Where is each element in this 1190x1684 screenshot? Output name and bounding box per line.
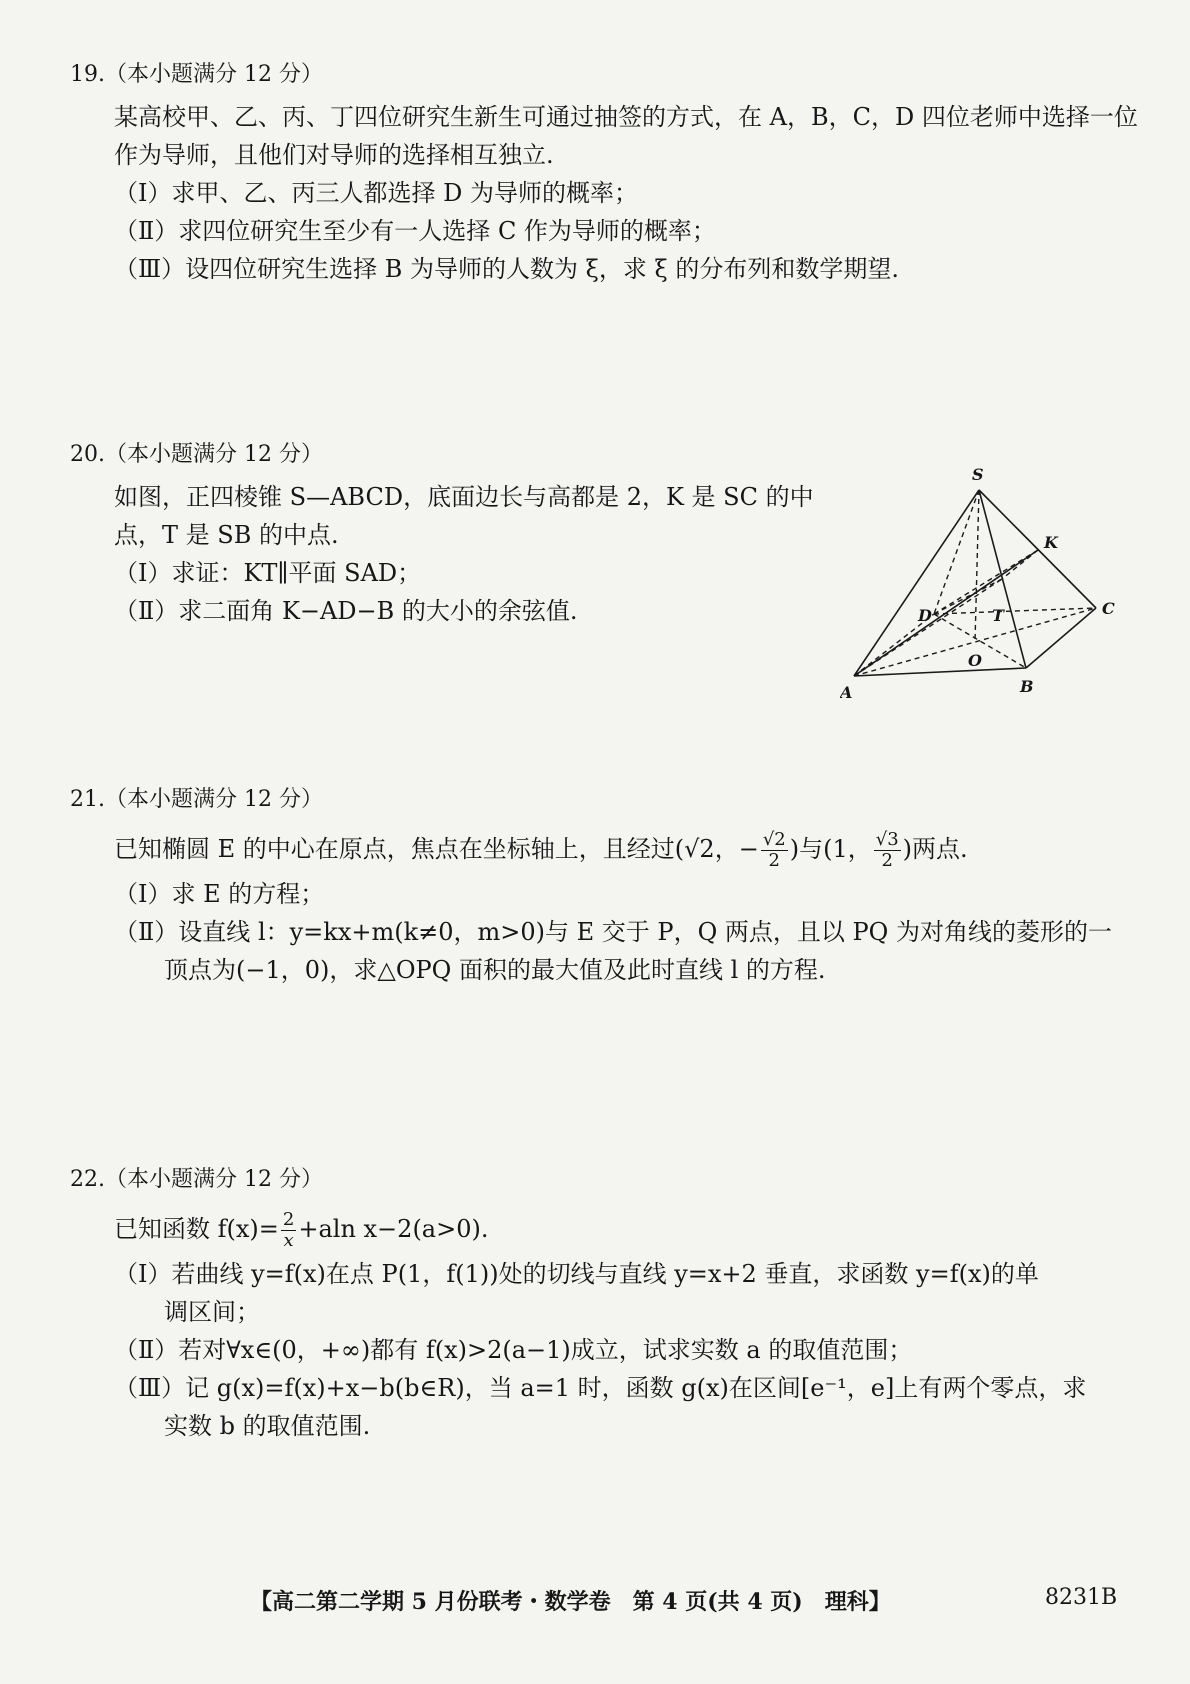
- question-20-stem-line-2: 点，T 是 SB 的中点.: [114, 521, 339, 549]
- fraction-denominator: 2: [881, 850, 893, 871]
- question-21-stem-text-b: )与(1，: [789, 835, 872, 863]
- fraction-denominator: 2: [768, 850, 780, 871]
- fraction-numerator: 2: [282, 1209, 295, 1230]
- fraction-denominator: x: [283, 1230, 294, 1251]
- pyramid-figure: [840, 458, 1130, 708]
- exam-code: 8231B: [1045, 1585, 1118, 1610]
- question-22-part-3-line-2: 实数 b 的取值范围.: [164, 1412, 371, 1440]
- question-19-part-1: （Ⅰ）求甲、乙、丙三人都选择 D 为导师的概率；: [114, 179, 638, 207]
- question-21-header: 21.（本小题满分 12 分）: [70, 787, 323, 812]
- question-19: [70, 60, 1138, 288]
- fraction-numerator: √2: [762, 829, 786, 850]
- question-20-header: 20.（本小题满分 12 分）: [70, 442, 323, 467]
- label-K: K: [1044, 533, 1058, 552]
- question-22: [70, 1165, 1130, 1445]
- question-20-part-1: （Ⅰ）求证：KT∥平面 SAD；: [114, 559, 422, 587]
- edge-DC: [934, 608, 1096, 614]
- question-22-part-2: （Ⅱ）若对∀x∈(0，+∞)都有 f(x)>2(a−1)成立，试求实数 a 的取值范围；: [114, 1336, 913, 1364]
- label-T: T: [992, 606, 1004, 625]
- question-22-part-1-line-1: （Ⅰ）若曲线 y=f(x)在点 P(1，f(1))处的切线与直线 y=x+2 垂直，求函数 y=f(x)的单: [114, 1260, 1039, 1288]
- fraction-numerator: √3: [875, 829, 899, 850]
- question-19-part-2: （Ⅱ）求四位研究生至少有一人选择 C 作为导师的概率；: [114, 217, 716, 245]
- question-22-part-3-line-1: （Ⅲ）记 g(x)=f(x)+x−b(b∈R)，当 a=1 时，函数 g(x)在区间[e⁻¹，e]上有两个零点，求: [114, 1374, 1087, 1402]
- label-S: S: [972, 465, 984, 484]
- edge-AB: [854, 668, 1026, 676]
- question-20: [70, 440, 850, 630]
- label-D: D: [918, 606, 932, 625]
- fraction-sqrt2-over-2: [761, 830, 788, 871]
- question-22-stem-text-b: +aln x−2(a>0).: [298, 1215, 489, 1243]
- question-19-stem-line-2: 作为导师，且他们对导师的选择相互独立.: [114, 141, 554, 169]
- question-21-part-1: （Ⅰ）求 E 的方程；: [114, 880, 325, 908]
- height-SO: [975, 490, 979, 642]
- question-19-part-3: （Ⅲ）设四位研究生选择 B 为导师的人数为 ξ，求 ξ 的分布列和数学期望.: [114, 255, 899, 283]
- label-C: C: [1102, 599, 1115, 618]
- question-20-stem-line-1: 如图，正四棱锥 S—ABCD，底面边长与高都是 2，K 是 SC 的中: [114, 483, 814, 511]
- question-19-stem-line-1: 某高校甲、乙、丙、丁四位研究生新生可通过抽签的方式，在 A，B，C，D 四位老师中选择一位: [114, 103, 1138, 131]
- label-A: A: [840, 683, 853, 702]
- question-22-stem: [114, 1203, 1130, 1255]
- seg-DK: [934, 550, 1038, 614]
- label-O: O: [968, 651, 982, 670]
- question-22-part-1-line-2: 调区间；: [164, 1298, 260, 1326]
- question-21-part-2-line-2: 顶点为(−1，0)，求△OPQ 面积的最大值及此时直线 l 的方程.: [164, 956, 826, 984]
- label-B: B: [1020, 677, 1034, 696]
- question-21-stem-text-c: )两点.: [902, 835, 968, 863]
- edge-BC: [1026, 608, 1096, 668]
- question-22-header: 22.（本小题满分 12 分）: [70, 1167, 323, 1192]
- question-20-part-2: （Ⅱ）求二面角 K−AD−B 的大小的余弦值.: [114, 597, 578, 625]
- pyramid-diagram: [840, 458, 1130, 708]
- question-22-stem-text-a: 已知函数 f(x)=: [114, 1215, 279, 1243]
- question-21-stem-text-a: 已知椭圆 E 的中心在原点，焦点在坐标轴上，且经过(√2，−: [114, 835, 759, 863]
- fraction-2-over-x: [281, 1210, 296, 1251]
- question-19-header: 19.（本小题满分 12 分）: [70, 62, 323, 87]
- page-footer: 【高二第二学期 5 月份联考・数学卷 第 4 页(共 4 页) 理科】: [250, 1589, 891, 1615]
- fraction-sqrt3-over-2: [874, 830, 901, 871]
- edge-SA: [854, 490, 979, 676]
- question-21-stem: [114, 823, 1130, 875]
- edge-SC: [979, 490, 1096, 608]
- question-21-part-2-line-1: （Ⅱ）设直线 l：y=kx+m(k≠0，m>0)与 E 交于 P，Q 两点，且以 PQ 为对角线的菱形的一: [114, 918, 1112, 946]
- question-21: [70, 785, 1130, 989]
